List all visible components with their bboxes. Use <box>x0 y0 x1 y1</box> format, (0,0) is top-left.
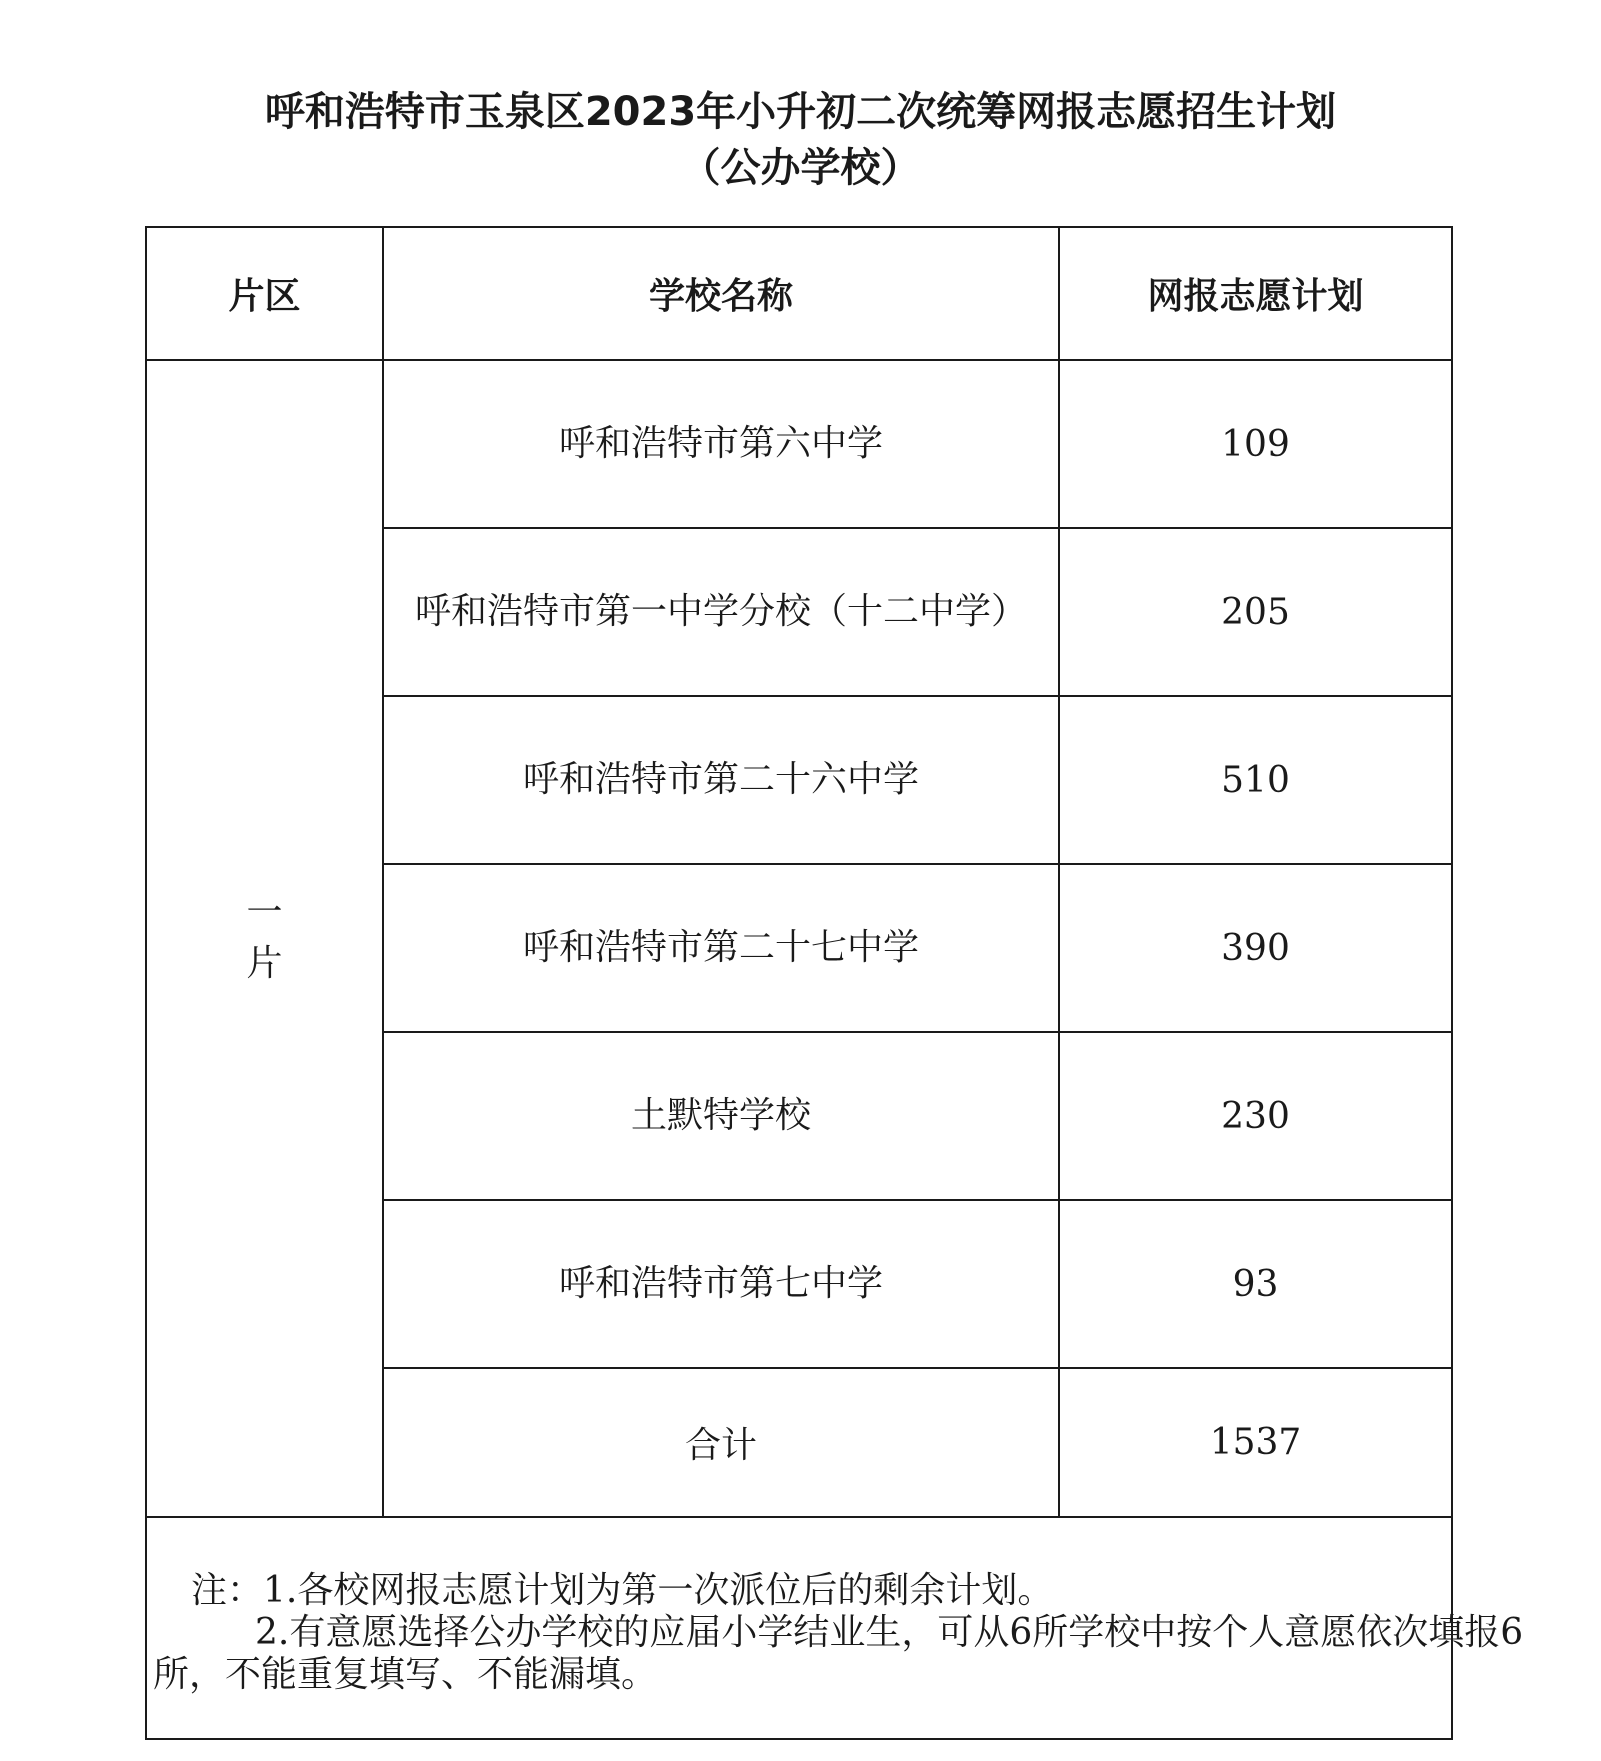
plan-value: 390 <box>1059 864 1452 1032</box>
document-subtitle: （公办学校） <box>680 145 921 191</box>
total-label: 合计 <box>383 1368 1059 1517</box>
school-name: 土默特学校 <box>383 1032 1059 1200</box>
note-line-3: 所，不能重复填写、不能漏填。 <box>153 1654 658 1695</box>
notes-cell <box>146 1517 1524 1739</box>
district-char-2: 片 <box>246 942 283 984</box>
table-row <box>146 360 1452 528</box>
school-name: 呼和浩特市第七中学 <box>383 1200 1059 1368</box>
plan-value: 230 <box>1059 1032 1452 1200</box>
header-school-name: 学校名称 <box>383 227 1059 360</box>
district-cell <box>146 360 383 1517</box>
table-header-row <box>146 227 1452 360</box>
plan-value: 93 <box>1059 1200 1452 1368</box>
school-name: 呼和浩特市第二十六中学 <box>383 696 1059 864</box>
school-name: 呼和浩特市第二十七中学 <box>383 864 1059 1032</box>
header-plan: 网报志愿计划 <box>1059 227 1452 360</box>
document-title: 呼和浩特市玉泉区2023年小升初二次统筹网报志愿招生计划 <box>264 89 1337 135</box>
note-line-1: 注：1.各校网报志愿计划为第一次派位后的剩余计划。 <box>191 1570 1054 1611</box>
enrollment-plan-table <box>145 226 1524 1740</box>
plan-value: 510 <box>1059 696 1452 864</box>
plan-value: 205 <box>1059 528 1452 696</box>
total-value: 1537 <box>1059 1368 1452 1517</box>
school-name: 呼和浩特市第六中学 <box>383 360 1059 528</box>
school-name: 呼和浩特市第一中学分校（十二中学） <box>383 528 1059 696</box>
plan-value: 109 <box>1059 360 1452 528</box>
header-district: 片区 <box>146 227 383 360</box>
district-char-1: 一 <box>246 892 283 934</box>
notes-row <box>146 1517 1452 1739</box>
note-line-2: 2.有意愿选择公办学校的应届小学结业生，可从6所学校中按个人意愿依次填报6 <box>255 1612 1524 1653</box>
